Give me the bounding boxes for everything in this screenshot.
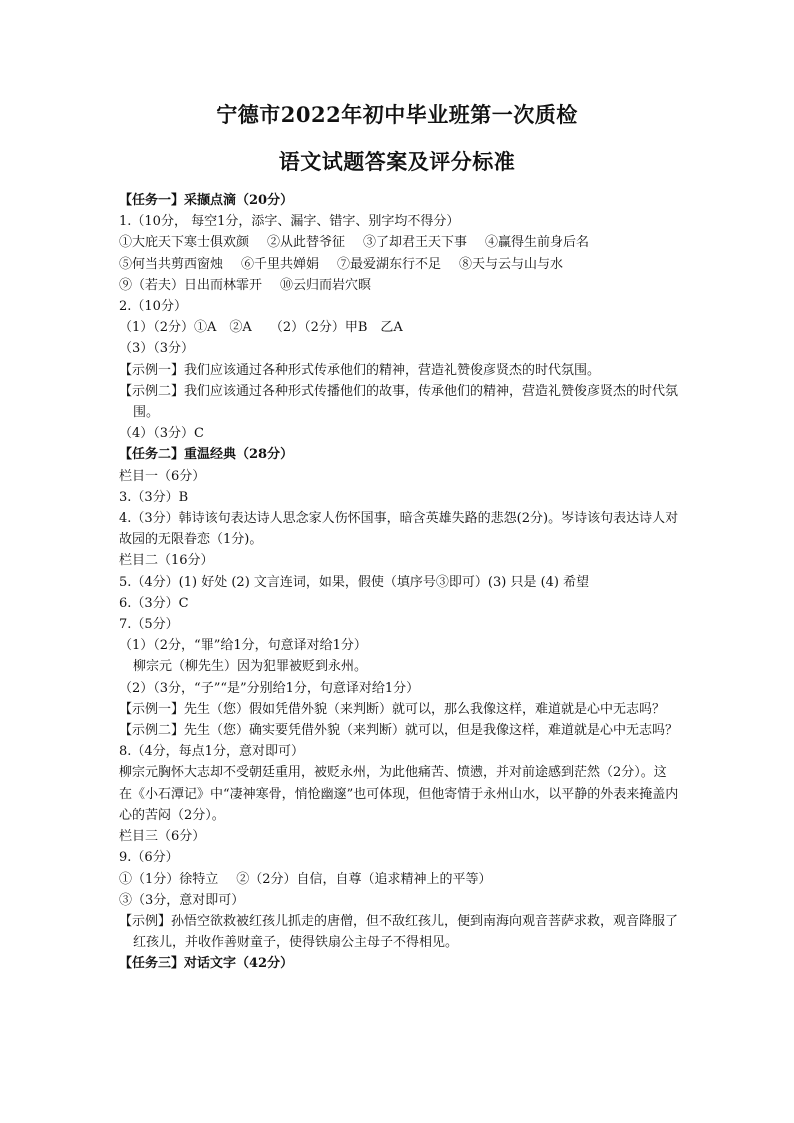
- answer-item: ①（1分）徐特立: [119, 871, 219, 887]
- answer-line: （1）（2分，“罪”给1分，句意译对给1分）: [119, 638, 367, 654]
- answer-item: （1）（2分）①A ②A: [119, 320, 252, 336]
- answer-item: （2）（2分）甲B 乙A: [269, 320, 403, 336]
- answer-item: ④赢得生前身后名: [485, 235, 590, 251]
- answer-line: 柳宗元胸怀大志却不受朝廷重用，被贬永州，为此他痛苦、愤懑，并对前途感到茫然（2分）。这在《小石潭记》中“凄神寒骨，悄怆幽邃”也可体现，但他寄情于永州山水，以平静的外表来掩盖内心的苦闷（2分）。: [119, 765, 679, 823]
- document-title: 宁德市2022年初中毕业班第一次质检: [216, 102, 578, 127]
- answer-item: ⑨（若夫）日出而林霏开: [119, 277, 263, 293]
- answer-line: 【示例二】先生（您）确实要凭借外貌（来判断）就可以，但是我像这样，难道就是心中无志吗？: [119, 723, 679, 739]
- answer-line: [119, 869, 679, 890]
- answer-line: 【示例一】我们应该通过各种形式传承他们的精神，营造礼赞俊彦贤杰的时代氛围。: [119, 362, 601, 378]
- answer-item: ⑧天与云与山与水: [459, 256, 564, 272]
- answer-line: 1.（10分， 每空1分，添字、漏字、错字、别字均不得分）: [119, 214, 460, 230]
- answer-item: ⑥千里共婵娟: [241, 256, 320, 272]
- answer-line: 4.（3分）韩诗该句表达诗人思念家人伤怀国事，暗含英雄失路的悲怨(2分)。岑诗该句表达诗人对故园的无限眷恋（1分)。: [119, 511, 679, 548]
- answer-line: 7.（5分）: [119, 617, 179, 633]
- answer-item: ①大庇天下寒士俱欢颜: [119, 235, 250, 251]
- answer-line: 9.（6分）: [119, 850, 179, 866]
- section-heading: 【任务一】采撷点滴（20分）: [119, 193, 294, 208]
- answer-item: ⑤何当共剪西窗烛: [119, 256, 224, 272]
- answer-line: 【示例】孙悟空欲救被红孩儿抓走的唐僧，但不敌红孩儿，便到南海向观音菩萨求救，观音降服了红孩儿，并收作善财童子，使得铁扇公主母子不得相见。: [119, 913, 679, 951]
- answer-line: 2.（10分）: [119, 299, 187, 315]
- answer-line: 【示例一】先生（您）假如凭借外貌（来判断）就可以，那么我像这样，难道就是心中无志吗？: [119, 701, 666, 717]
- answer-item: ②从此替爷征: [267, 235, 346, 251]
- document-subtitle: 语文试题答案及评分标准: [278, 149, 516, 174]
- answer-item: ⑦最爱湖东行不足: [337, 256, 442, 272]
- section-heading: 【任务二】重温经典（28分）: [119, 447, 294, 463]
- answer-line: （3）（3分）: [119, 341, 195, 357]
- answer-line: 8.（4分，每点1分，意对即可）: [119, 744, 304, 760]
- answer-line: [119, 232, 679, 253]
- answer-line: ③（3分，意对即可）: [119, 892, 245, 908]
- answer-line: [119, 254, 679, 275]
- answer-line: 栏目二（16分）: [119, 553, 214, 569]
- section-heading: 【任务三】对话文字（42分）: [119, 956, 294, 972]
- answer-line: 栏目三（6分）: [119, 829, 206, 845]
- answer-line: [119, 275, 679, 296]
- answer-line: （2）（3分，“子”“是”分别给1分，句意译对给1分）: [119, 680, 420, 696]
- answer-line: 6.（3分）C: [119, 595, 189, 611]
- answer-content: [119, 190, 679, 975]
- answer-line: 5.（4分）(1) 好处 (2) 文言连词，如果，假使（填序号③即可）(3) 只是 (4) 希望: [119, 574, 590, 590]
- answer-item: ②（2分）自信，自尊（追求精神上的平等）: [236, 871, 492, 887]
- answer-line: 【示例二】我们应该通过各种形式传播他们的故事，传承他们的精神，营造礼赞俊彦贤杰的时代氛围。: [119, 383, 679, 421]
- answer-line: 柳宗元（柳先生）因为犯罪被贬到永州。: [133, 659, 368, 675]
- answer-item: ③了却君王天下事: [363, 235, 468, 251]
- answer-line: [119, 317, 679, 338]
- answer-line: 栏目一（6分）: [119, 468, 206, 484]
- answer-item: ⑩云归而岩穴暝: [280, 277, 372, 293]
- answer-line: 3.（3分）B: [119, 489, 189, 505]
- answer-line: （4）（3分）C: [119, 426, 204, 442]
